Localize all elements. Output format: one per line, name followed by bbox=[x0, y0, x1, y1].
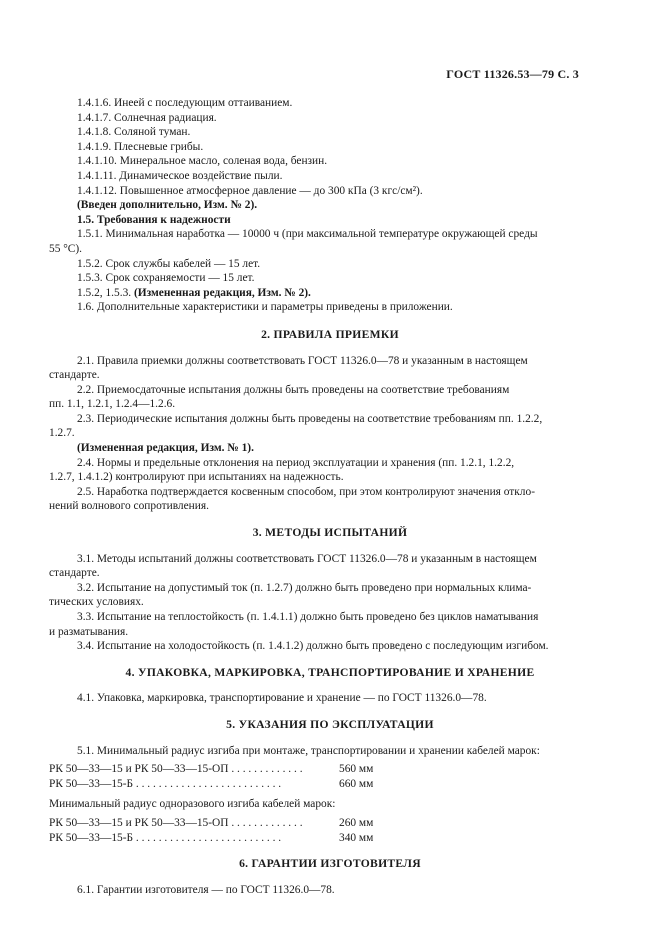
paragraph-line: 2.1. Правила приемки должны соответствовать ГОСТ 11326.0—78 и указанным в настоящем bbox=[77, 354, 528, 367]
paragraph-line: 1.2.7. bbox=[49, 427, 75, 440]
section-title: 5. УКАЗАНИЯ ПО ЭКСПЛУАТАЦИИ bbox=[226, 717, 434, 731]
section-title: 2. ПРАВИЛА ПРИЕМКИ bbox=[261, 327, 399, 341]
cable-brand-cell: РК 50—33—15 и РК 50—33—15-ОП . . . . . . . . . . . . . bbox=[49, 763, 303, 776]
document-body bbox=[49, 96, 583, 897]
table-row bbox=[49, 831, 583, 846]
list-item: 1.4.1.11. Динамическое воздействие пыли. bbox=[77, 169, 283, 182]
paragraph-line: 3.1. Методы испытаний должны соответствовать ГОСТ 11326.0—78 и указанным в настоящем bbox=[77, 552, 537, 565]
paragraph bbox=[49, 456, 583, 485]
paragraph-line: 1.2.7, 1.4.1.2) контролируют при испытаниях на надежность. bbox=[49, 471, 344, 484]
paragraph-line: и разматывания. bbox=[49, 625, 129, 638]
paragraph-line: 2.5. Наработка подтверждается косвенным способом, при этом контролируют значения откло- bbox=[77, 485, 535, 498]
paragraph bbox=[49, 383, 583, 412]
paragraph bbox=[77, 286, 583, 301]
section-title: 4. УПАКОВКА, МАРКИРОВКА, ТРАНСПОРТИРОВАНИЕ И ХРАНЕНИЕ bbox=[125, 665, 535, 679]
amendment-note: (Введен дополнительно, Изм. № 2). bbox=[77, 199, 258, 212]
paragraph: 6.1. Гарантии изготовителя — по ГОСТ 11326.0—78. bbox=[77, 883, 335, 896]
radius-value-cell: 340 мм bbox=[339, 831, 374, 844]
page-header: ГОСТ 11326.53—79 С. 3 bbox=[446, 67, 579, 81]
paragraph bbox=[49, 552, 583, 581]
section-title: 6. ГАРАНТИИ ИЗГОТОВИТЕЛЯ bbox=[239, 857, 421, 871]
paragraph-line: тических условиях. bbox=[49, 596, 144, 609]
paragraph bbox=[49, 354, 583, 383]
list-item: 1.4.1.6. Инеей с последующим оттаиванием. bbox=[77, 97, 293, 109]
radius-value-cell: 560 мм bbox=[339, 763, 374, 776]
list-item: 1.4.1.12. Повышенное атмосферное давление — до 300 кПа (3 кгс/см²). bbox=[77, 184, 423, 197]
paragraph-line: 55 °С). bbox=[49, 242, 83, 255]
list-item: 1.4.1.9. Плесневые грибы. bbox=[77, 140, 204, 153]
table-row bbox=[49, 762, 583, 777]
single-bend-radius-table bbox=[49, 816, 583, 845]
paragraph-line: 1.5.1. Минимальная наработка — 10000 ч (при максимальной температуре окружающей среды bbox=[77, 228, 538, 241]
clause-ref: 1.5.2, 1.5.3. bbox=[77, 286, 132, 299]
paragraph: Минимальный радиус одноразового изгиба кабелей марок: bbox=[49, 798, 336, 811]
list-item: 1.4.1.10. Минеральное масло, соленая вода, бензин. bbox=[77, 155, 328, 168]
paragraph: 1.5.2. Срок службы кабелей — 15 лет. bbox=[77, 257, 261, 270]
list-item: 1.4.1.8. Соляной туман. bbox=[77, 126, 191, 139]
amendment-note: (Измененная редакция, Изм. № 1). bbox=[77, 442, 254, 455]
cable-brand-cell: РК 50—33—15 и РК 50—33—15-ОП . . . . . . . . . . . . . bbox=[49, 816, 303, 829]
paragraph: 1.5.3. Срок сохраняемости — 15 лет. bbox=[77, 272, 255, 285]
cable-brand-cell: РК 50—33—15-Б . . . . . . . . . . . . . . . . . . . . . . . . . . bbox=[49, 777, 282, 790]
paragraph: 1.6. Дополнительные характеристики и параметры приведены в приложении. bbox=[77, 301, 453, 314]
cable-brand-cell: РК 50—33—15-Б . . . . . . . . . . . . . . . . . . . . . . . . . . bbox=[49, 831, 282, 844]
paragraph: 5.1. Минимальный радиус изгиба при монтаже, транспортировании и хранении кабелей марок: bbox=[77, 744, 540, 757]
list-item: 1.4.1.7. Солнечная радиация. bbox=[77, 111, 217, 124]
paragraph-line: 2.3. Периодические испытания должны быть проведены на соответствие требованиям пп. 1.2.2, bbox=[77, 412, 543, 425]
bend-radius-table bbox=[49, 762, 583, 791]
paragraph-line: 3.2. Испытание на допустимый ток (п. 1.2.7) должно быть проведено при нормальных клима- bbox=[77, 581, 532, 594]
paragraph-line: пп. 1.1, 1.2.1, 1.2.4—1.2.6. bbox=[49, 398, 176, 411]
subsection-title: 1.5. Требования к надежности bbox=[77, 213, 231, 226]
paragraph-line: 3.3. Испытание на теплостойкость (п. 1.4.1.1) должно быть проведено без циклов наматывания bbox=[77, 611, 539, 623]
paragraph-line: 2.4. Нормы и предельные отклонения на период эксплуатации и хранения (пп. 1.2.1, 1.2.2, bbox=[77, 456, 515, 469]
section-title: 3. МЕТОДЫ ИСПЫТАНИЙ bbox=[252, 526, 408, 540]
amendment-note: (Измененная редакция, Изм. № 2). bbox=[133, 286, 311, 299]
table-row bbox=[49, 777, 583, 792]
paragraph bbox=[49, 610, 583, 639]
paragraph-line: стандарте. bbox=[49, 369, 100, 382]
paragraph: 3.4. Испытание на холодостойкость (п. 1.4.1.2) должно быть проведено с последующим изгибом. bbox=[77, 640, 549, 653]
paragraph bbox=[49, 485, 583, 514]
paragraph-line: стандарте. bbox=[49, 567, 100, 580]
top-items-list bbox=[77, 96, 583, 198]
table-row bbox=[49, 816, 583, 831]
paragraph bbox=[49, 227, 583, 256]
radius-value-cell: 260 мм bbox=[339, 816, 374, 829]
paragraph-line: 2.2. Приемосдаточные испытания должны быть проведены на соответствие требованиям bbox=[77, 383, 510, 396]
radius-value-cell: 660 мм bbox=[339, 777, 374, 790]
paragraph: 4.1. Упаковка, маркировка, транспортирование и хранение — по ГОСТ 11326.0—78. bbox=[77, 692, 487, 705]
paragraph bbox=[49, 581, 583, 610]
paragraph-line: нений волнового сопротивления. bbox=[49, 500, 209, 513]
paragraph bbox=[49, 412, 583, 441]
